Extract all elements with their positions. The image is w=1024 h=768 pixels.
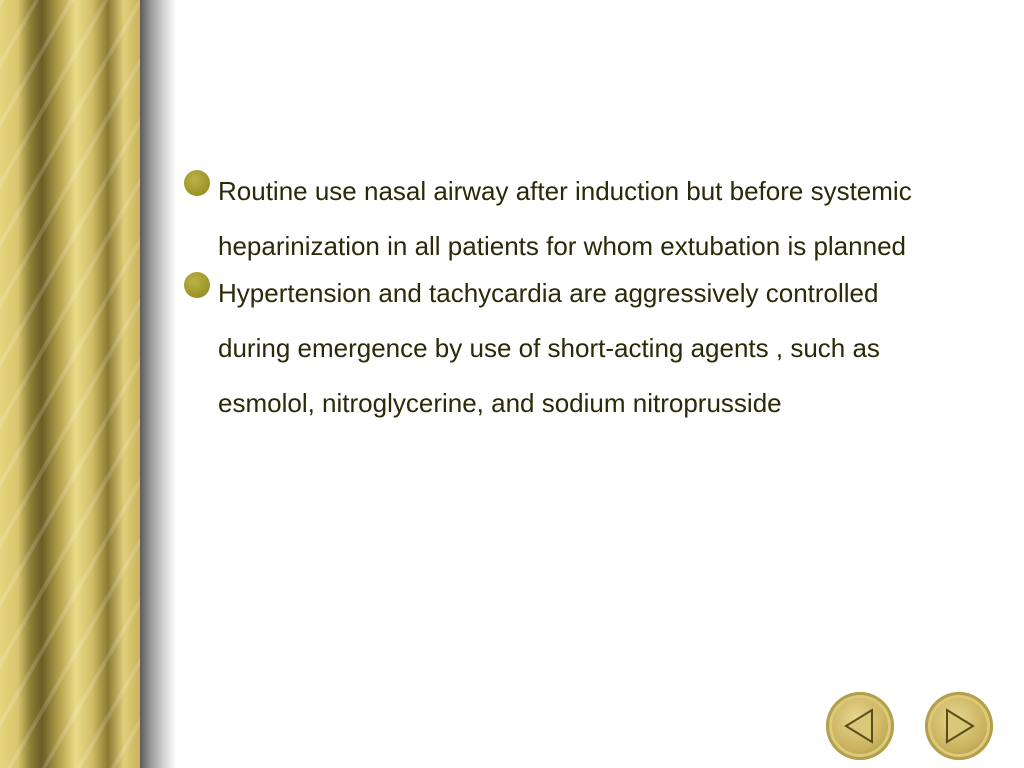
pillar-shadow xyxy=(140,0,176,768)
bullet-dot-icon xyxy=(184,170,210,196)
previous-slide-button[interactable] xyxy=(826,692,894,760)
bullet-item xyxy=(184,266,944,431)
bullet-item xyxy=(184,164,944,274)
bullet-text: Hypertension and tachycardia are aggressively controlled during emergence by use of short-acting agents , such as esmolol, nitroglycerine, and sodium nitroprusside xyxy=(218,278,880,418)
decorative-pillar xyxy=(0,0,140,768)
bullet-dot-icon xyxy=(184,272,210,298)
bullet-text: Routine use nasal airway after induction but before systemic heparinization in all patients for whom extubation is planned xyxy=(218,176,912,261)
triangle-left-icon xyxy=(826,692,894,760)
next-slide-button[interactable] xyxy=(925,692,993,760)
slide-content xyxy=(184,178,944,437)
triangle-right-icon xyxy=(925,692,993,760)
